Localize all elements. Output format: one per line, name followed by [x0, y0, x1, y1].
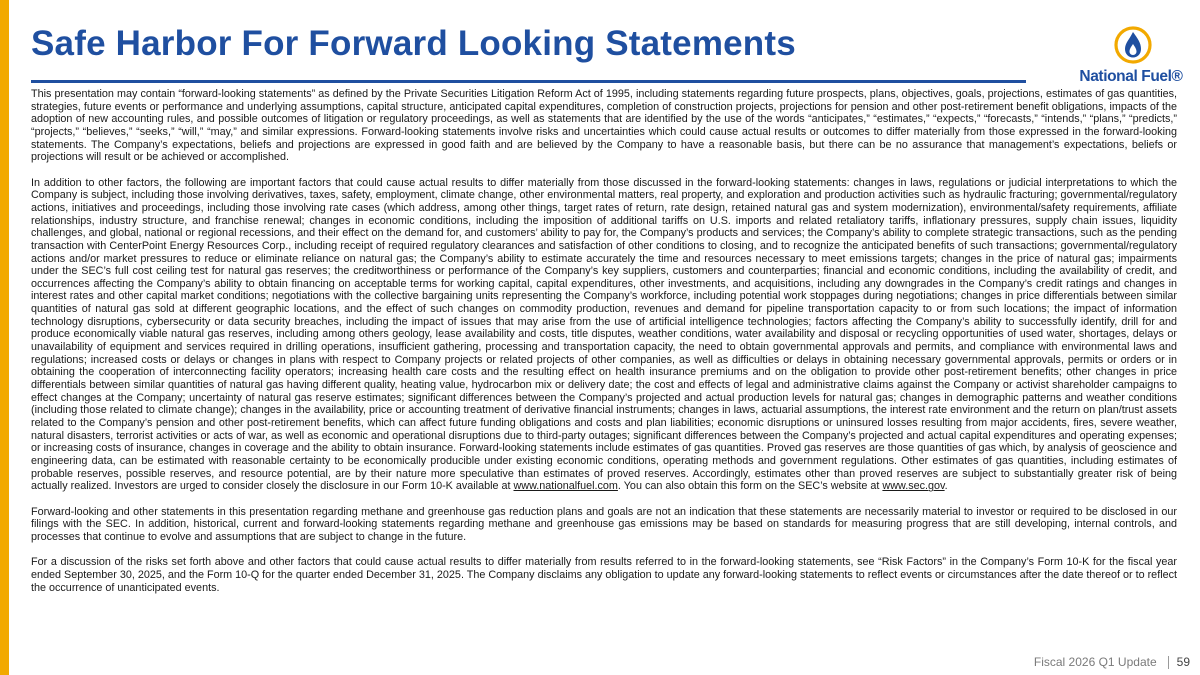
footer-label: Fiscal 2026 Q1 Update [1033, 655, 1157, 669]
page-number: 59 [1176, 655, 1190, 669]
logo-wordmark: National Fuel® [1079, 68, 1183, 85]
accent-bar [0, 0, 9, 675]
title-divider [31, 80, 1026, 83]
paragraph-risk-factors-mid: . You can also obtain this form on the SEC’s website at [617, 480, 883, 493]
paragraph-forward-looking-definition: This presentation may contain “forward-looking statements” as defined by the Private Securities Litigation Reform Act of 1995, including statements regarding future prospects, plans, objectives, goals, projections, estimates of gas quantities, strategies, future events or performance and underlying assumptions, capital structure, anticipated capital expenditures, completion of construction projects, projections for pension and other post-retirement benefit obligations, impacts of the adoption of new accounting rules, and possible outcomes of litigation or regulatory proceedings, as well as statements that are identified by the use of the words “anticipates,” “estimates,” “expects,” “forecasts,” “intends,” “plans,” “predicts,” “projects,” “believes,” “seeks,” “will,” “may,” and similar expressions. Forward-looking statements involve risks and uncertainties which could cause actual results or outcomes to differ materially from those expressed in the forward-looking statements. The Company’s expectations, beliefs and projections are expressed in good faith and are believed by the Company to have a reasonable basis, but there can be no assurance that management’s expectations, beliefs or projections will result or be achieved or accomplished. [31, 88, 1177, 164]
footer [1034, 654, 1190, 670]
paragraph-10k-reference: For a discussion of the risks set forth above and other factors that could cause actual results to differ materially from results referred to in the forward-looking statements, see “Risk Factors” in the Company’s Form 10-K for the fiscal year ended September 30, 2025, and the Form 10-Q for the quarter ended December 31, 2025. The Company disclaims any obligation to update any forward-looking statements to reflect events or circumstances after the date thereof or to reflect the occurrence of unanticipated events. [31, 556, 1177, 594]
footer-separator [1168, 656, 1169, 669]
company-logo [1072, 25, 1190, 87]
paragraph-risk-factors [31, 177, 1177, 493]
nationalfuel-link[interactable]: www.nationalfuel.com [513, 480, 618, 493]
sec-link[interactable]: www.sec.gov [882, 480, 945, 493]
paragraph-methane-statements: Forward-looking and other statements in this presentation regarding methane and greenhouse gas reduction plans and goals are not an indication that these statements are necessarily material to investor or required to be disclosed in our filings with the SEC. In addition, historical, current and forward-looking statements regarding methane and greenhouse gas emissions may be based on standards for measuring progress that are still developing, internal controls, and processes that continue to evolve and assumptions that are subject to change in the future. [31, 505, 1177, 543]
paragraph-risk-factors-end: . [944, 480, 948, 493]
disclaimer-body [31, 88, 1177, 607]
page-title: Safe Harbor For Forward Looking Statements [31, 24, 796, 63]
flame-logo-icon [1113, 25, 1153, 65]
paragraph-risk-factors-text: In addition to other factors, the following are important factors that could cause actual results to differ materially from those discussed in the forward-looking statements: changes in laws, regulations or judicial interpretations to which the Company is subject, including those involving derivatives, taxes, safety, employment, climate change, other environmental matters, real property, and exploration and production activities such as hydraulic fracturing; governmental/regulatory actions, initiatives and proceedings, including those involving rate cases (which address, among other things, target rates of return, rate design, retained natural gas and system modernization), environmental/safety requirements, affiliate relationships, industry structure, and franchise renewal; changes in economic conditions, including the imposition of additional tariffs on U.S. imports and related retaliatory tariffs, inflationary pressures, supply chain issues, liquidity challenges, and global, national or regional recessions, and their effect on the demand for, and customers’ ability to pay for, the Company’s products and services; the Company’s ability to complete strategic transactions, such as the pending transaction with CenterPoint Energy Resources Corp., including receipt of required regulatory clearances and satisfaction of other conditions to closing, and to recognize the anticipated benefits of such transactions; governmental/regulatory actions and/or market pressures to reduce or eliminate reliance on natural gas; the Company’s ability to estimate accurately the time and resources necessary to meet emissions targets; changes in the price of natural gas; impairments under the SEC’s full cost ceiling test for natural gas reserves; the creditworthiness or performance of the Company’s key suppliers, customers and counterparties; financial and economic conditions, including the availability of credit, and occurrences affecting the Company’s ability to obtain financing on acceptable terms for working capital, capital expenditures, other investments, and acquisitions, including any downgrades in the Company’s credit ratings and changes in interest rates and other capital market conditions; negotiations with the collective bargaining units representing the Company’s workforce, including potential work stoppages during negotiations; changes in price differentials between similar quantities of natural gas sold at different geographic locations, and the effect of such changes on commodity production, revenues and demand for pipeline transportation capacity to or from such locations; the impact of information technology disruptions, cybersecurity or data security breaches, including the impact of issues that may arise from the use of artificial intelligence technologies; factors affecting the Company’s ability to successfully identify, drill for and produce economically viable natural gas reserves, including among others geology, lease availability and costs, title disputes, weather conditions, water availability and disposal or recycling opportunities of used water, shortages, delays or unavailability of equipment and services required in drilling operations, insufficient gathering, processing and transportation capacity, the need to obtain governmental approvals and permits, and compliance with environmental laws and regulations; increased costs or delays or changes in plans with respect to Company projects or related projects of other companies, as well as difficulties or delays in obtaining necessary governmental approvals, permits or orders or in obtaining the cooperation of interconnecting facility operators; increasing health care costs and the resulting effect on health insurance premiums and on the obligation to provide other post-retirement benefits; other changes in price differentials between similar quantities of natural gas having different quality, heating value, hydrocarbon mix or delivery date; the cost and effects of legal and administrative claims against the Company or activist shareholder campaigns to effect changes at the Company; uncertainty of natural gas reserve estimates; significant differences between the Company’s projected and actual production levels for natural gas; changes in demographic patterns and weather conditions (including those related to climate change); changes in the availability, price or accounting treatment of derivative financial instruments; changes in laws, actuarial assumptions, the interest rate environment and the return on plan/trust assets related to the Company’s pension and other post-retirement benefits, which can affect future funding obligations and costs and plan liabilities; economic disruptions or uninsured losses resulting from major accidents, fires, severe weather, natural disasters, terrorist activities or acts of war, as well as economic and operational disruptions due to third-party outages; significant differences between the Company’s projected and actual capital expenditures and operating expenses; or increasing costs of insurance, changes in coverage and the ability to obtain insurance. Forward-looking statements include estimates of gas quantities. Proved gas reserves are those quantities of gas which, by analysis of geoscience and engineering data, can be estimated with reasonable certainty to be economically producible under existing economic conditions, operating methods and government regulations. Other estimates of gas quantities, including estimates of probable reserves, possible reserves, and resource potential, are by their nature more speculative than estimates of proved reserves. Accordingly, estimates other than proved reserves are subject to substantially greater risk of being actually realized. Investors are urged to consider closely the disclosure in our Form 10-K available at [31, 176, 1177, 493]
